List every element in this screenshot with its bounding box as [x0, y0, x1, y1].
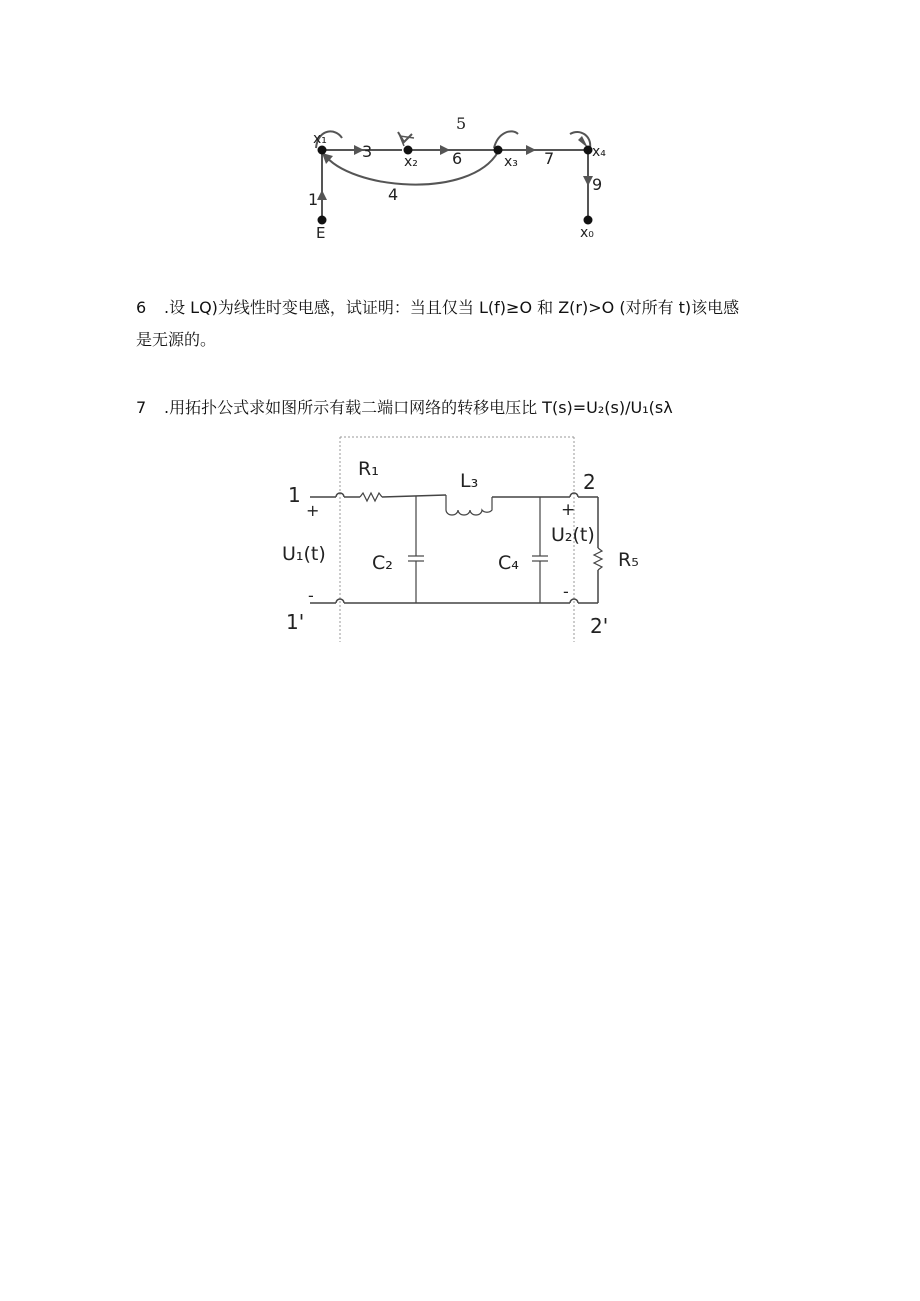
arrow-7-icon	[526, 145, 536, 155]
port-2p-label: 2'	[590, 614, 609, 638]
c4-label: C₄	[498, 552, 519, 574]
label-branch-3: 3	[362, 142, 373, 161]
resistor-r5	[594, 548, 602, 570]
resistor-r1	[360, 493, 382, 501]
r5-label: R₅	[618, 549, 639, 571]
question-7-text: .用拓扑公式求如图所示有载二端口网络的转移电压比 T(s)=U₂(s)/U₁(sλ	[164, 398, 673, 417]
l3-label: L₃	[460, 470, 479, 492]
inductor-l3	[446, 495, 492, 515]
question-7-number: 7	[136, 398, 147, 417]
plus-1-label: +	[306, 501, 320, 520]
label-branch-6: 6	[452, 149, 463, 168]
label-branch-1: 1	[308, 190, 319, 209]
arrow-6-icon	[440, 145, 450, 155]
top-label: 5	[456, 114, 467, 133]
minus-2-label: -	[563, 582, 569, 601]
question-6-text-2: 是无源的。	[136, 330, 217, 349]
arrow-1-icon	[317, 190, 327, 200]
port-1p-label: 1'	[286, 610, 305, 634]
self-loop-x3	[494, 131, 518, 148]
label-x4: x₄	[592, 144, 606, 160]
node-x3	[494, 146, 503, 155]
label-x1: x₁	[313, 131, 327, 147]
label-branch-9: 9	[592, 175, 603, 194]
label-branch-7: 7	[544, 149, 555, 168]
question-6-line-2	[136, 330, 216, 350]
question-6-line-1	[136, 298, 739, 318]
two-port-circuit	[0, 430, 920, 650]
plus-2-label: +	[561, 500, 576, 520]
node-x0	[584, 216, 593, 225]
label-x3: x₃	[504, 154, 518, 170]
label-branch-4: 4	[388, 185, 399, 204]
signal-flow-graph	[0, 0, 920, 260]
label-E: E	[316, 224, 326, 242]
minus-1-label: -	[308, 586, 314, 605]
u2-label: U₂(t)	[551, 524, 595, 546]
r1-label: R₁	[358, 458, 379, 480]
c2-label: C₂	[372, 552, 393, 574]
question-6-text-1: .设 LQ)为线性时变电感，试证明：当且仅当 L(f)≥O 和 Z(r)>O (对所有 t)该电感	[164, 298, 740, 317]
port-2-label: 2	[583, 470, 596, 494]
u1-label: U₁(t)	[282, 543, 326, 565]
question-7-line	[136, 398, 673, 418]
question-6-number: 6	[136, 298, 147, 317]
label-x0: x₀	[580, 225, 594, 241]
label-x2: x₂	[404, 154, 418, 170]
port-1-label: 1	[288, 483, 301, 507]
